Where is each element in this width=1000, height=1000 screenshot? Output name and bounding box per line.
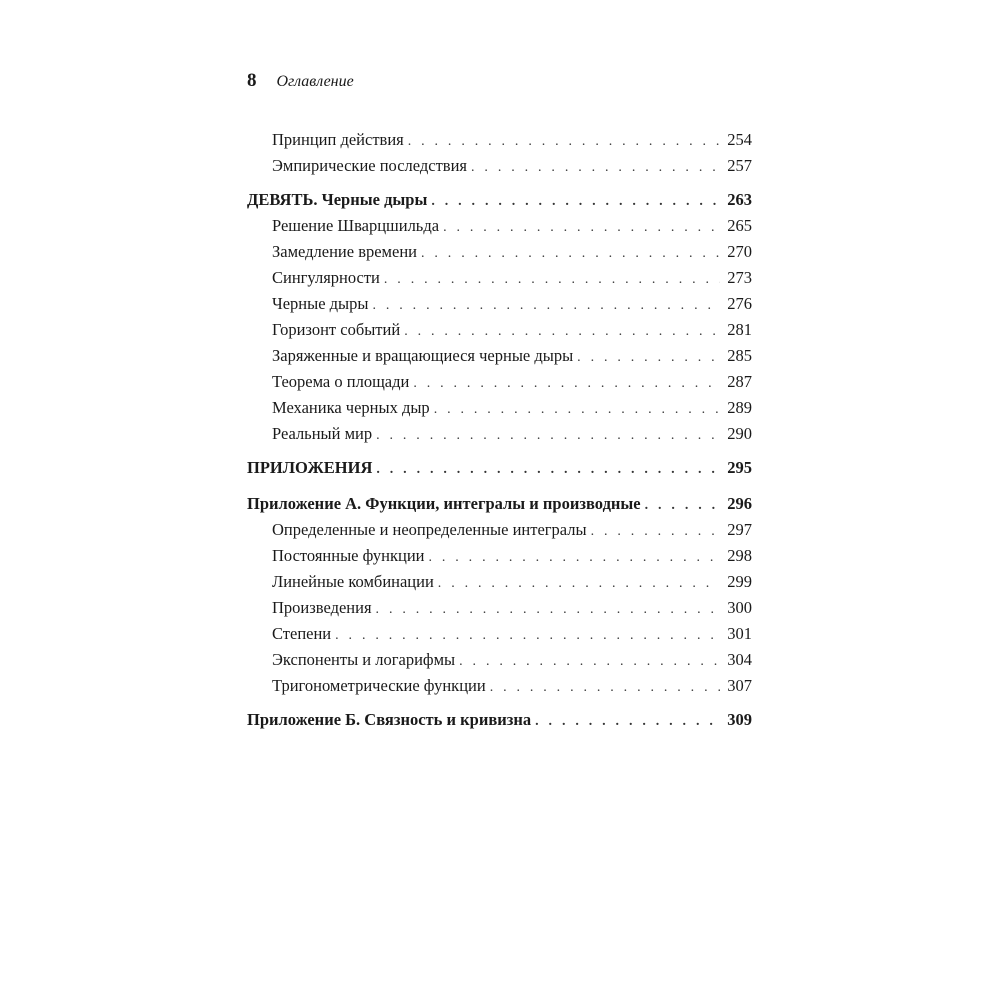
toc-dot-leader <box>384 268 720 292</box>
section-name: Оглавление <box>276 73 354 90</box>
toc-entry-title: Определенные и неопределенные интегралы <box>272 520 587 539</box>
toc-section-entry <box>272 292 752 316</box>
toc-entry-page: 281 <box>727 320 752 339</box>
toc-section-entry <box>272 240 752 264</box>
toc-dot-leader <box>372 294 720 318</box>
toc-entry-page: 265 <box>727 216 752 235</box>
toc-dot-leader <box>404 320 720 344</box>
toc-dot-leader <box>591 520 720 544</box>
toc-dot-leader <box>431 190 720 214</box>
toc-entry-title: Произведения <box>272 598 372 617</box>
toc-chapter-entry <box>247 456 752 480</box>
toc-section-entry <box>272 622 752 646</box>
toc-dot-leader <box>471 156 720 180</box>
toc-entry-title: Приложение А. Функции, интегралы и производные <box>247 494 641 513</box>
toc-entry-page: 289 <box>727 398 752 417</box>
toc-dot-leader <box>376 458 720 482</box>
toc-dot-leader <box>438 572 720 596</box>
toc-entry-page: 257 <box>727 156 752 175</box>
toc-section-entry <box>272 266 752 290</box>
toc-entry-title: Линейные комбинации <box>272 572 434 591</box>
toc-section-entry <box>272 596 752 620</box>
toc-section-entry <box>272 344 752 368</box>
toc-entry-page: 254 <box>727 130 752 149</box>
toc-dot-leader <box>443 216 720 240</box>
toc-entry-title: Принцип действия <box>272 130 404 149</box>
toc-dot-leader <box>376 598 720 622</box>
toc-dot-leader <box>459 650 720 674</box>
toc-entry-page: 290 <box>727 424 752 443</box>
toc-section-entry <box>272 648 752 672</box>
toc-entry-page: 299 <box>727 572 752 591</box>
toc-section-entry <box>272 214 752 238</box>
toc-entry-page: 285 <box>727 346 752 365</box>
toc-entry-page: 296 <box>727 494 752 513</box>
toc-section-entry <box>272 370 752 394</box>
toc-chapter-entry <box>247 188 752 212</box>
toc-dot-leader <box>421 242 720 266</box>
toc-section-entry <box>272 318 752 342</box>
toc-section-entry <box>272 544 752 568</box>
toc-entry-page: 297 <box>727 520 752 539</box>
toc-entry-title: ДЕВЯТЬ. Черные дыры <box>247 190 428 209</box>
toc-entry-page: 295 <box>727 458 752 477</box>
toc-entry-title: Заряженные и вращающиеся черные дыры <box>272 346 574 365</box>
toc-dot-leader <box>535 710 720 734</box>
toc-dot-leader <box>376 424 720 448</box>
toc-section-entry <box>272 518 752 542</box>
toc-dot-leader <box>408 130 720 154</box>
toc-entry-title: Степени <box>272 624 332 643</box>
toc-entry-page: 273 <box>727 268 752 287</box>
toc-section-entry <box>272 396 752 420</box>
toc-entry-title: Эмпирические последствия <box>272 156 468 175</box>
toc-dot-leader <box>490 676 720 700</box>
toc-section-entry <box>272 674 752 698</box>
toc-entry-page: 276 <box>727 294 752 313</box>
toc-section-entry <box>272 570 752 594</box>
page-number: 8 <box>247 70 257 91</box>
toc-entry-title: Тригонометрические функции <box>272 676 486 695</box>
toc-chapter-entry <box>247 492 752 516</box>
toc-entry-page: 307 <box>727 676 752 695</box>
toc-entry-title: Теорема о площади <box>272 372 410 391</box>
toc-dot-leader <box>335 624 720 648</box>
toc-entry-title: Механика черных дыр <box>272 398 430 417</box>
toc-entry-page: 304 <box>727 650 752 669</box>
toc-entry-title: Экспоненты и логарифмы <box>272 650 456 669</box>
toc-section-entry <box>272 154 752 178</box>
toc-entry-page: 298 <box>727 546 752 565</box>
toc-entry-title: Решение Шварцшильда <box>272 216 440 235</box>
toc-dot-leader <box>645 494 720 518</box>
toc-entry-title: Сингулярности <box>272 268 380 287</box>
toc-entry-title: ПРИЛОЖЕНИЯ <box>247 458 373 477</box>
toc-entry-title: Реальный мир <box>272 424 373 443</box>
toc-chapter-entry <box>247 708 752 732</box>
toc-entry-page: 309 <box>727 710 752 729</box>
toc-entry-title: Приложение Б. Связность и кривизна <box>247 710 532 729</box>
toc-section-entry <box>272 128 752 152</box>
toc-section-entry <box>272 422 752 446</box>
toc-entry-title: Черные дыры <box>272 294 369 313</box>
toc-entry-page: 270 <box>727 242 752 261</box>
toc-entry-page: 300 <box>727 598 752 617</box>
toc-entry-page: 263 <box>727 190 752 209</box>
toc-dot-leader <box>434 398 720 422</box>
toc-entry-page: 301 <box>727 624 752 643</box>
toc-entry-title: Горизонт событий <box>272 320 401 339</box>
toc-entry-page: 287 <box>727 372 752 391</box>
toc-dot-leader <box>428 546 720 570</box>
running-header <box>247 70 354 98</box>
toc-entry-title: Постоянные функции <box>272 546 425 565</box>
toc-dot-leader <box>413 372 720 396</box>
toc-dot-leader <box>577 346 720 370</box>
toc-entry-title: Замедление времени <box>272 242 417 261</box>
